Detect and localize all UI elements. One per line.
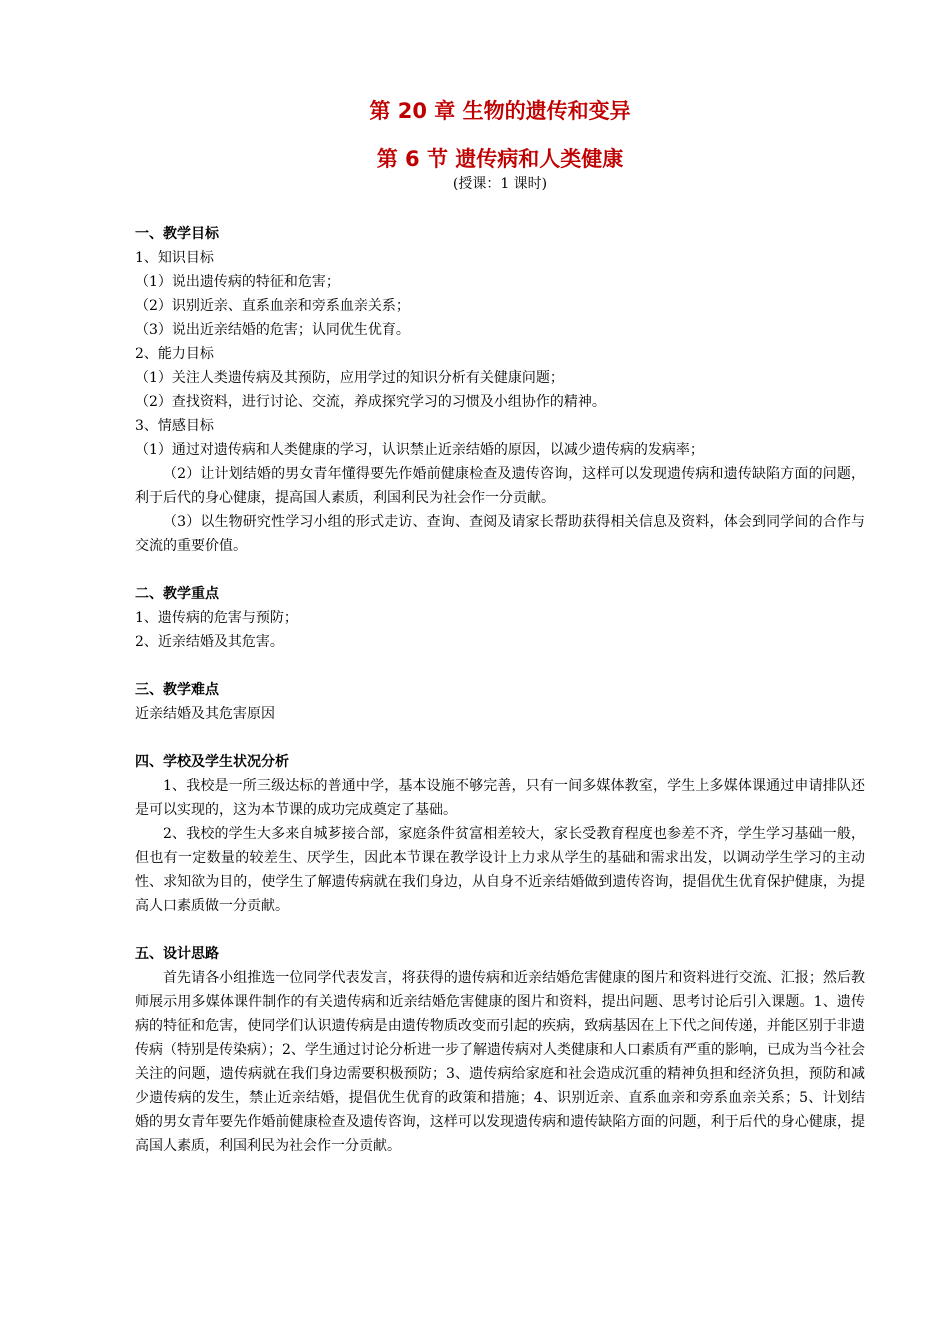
section-teaching-objectives [135, 222, 865, 558]
list-item-paragraph: （3）以生物研究性学习小组的形式走访、查询、查阅及请家长帮助获得相关信息及资料，体会到同学间的合作与交流的重要价值。 [135, 514, 865, 554]
emotion-objectives-label: 3、情感目标 [135, 418, 214, 434]
section-heading: 一、教学目标 [135, 226, 219, 242]
ability-objectives-label: 2、能力目标 [135, 346, 214, 362]
list-item: （1）说出遗传病的特征和危害； [135, 274, 340, 290]
lesson-duration: (授课：1 课时) [452, 176, 548, 192]
list-item: （1）关注人类遗传病及其预防，应用学过的知识分析有关健康问题； [135, 370, 564, 386]
section-design-idea [135, 942, 865, 1158]
design-paragraph: 首先请各小组推选一位同学代表发言，将获得的遗传病和近亲结婚危害健康的图片和资料进行交流、汇报；然后教师展示用多媒体课件制作的有关遗传病和近亲结婚危害健康的图片和资料，提出问题、思考讨论后引入课题。1、遗传病的特征和危害，使同学们认识遗传病是由遗传物质改变而引起的疾病，致病基因在上下代之间传递，并能区别于非遗传病（特别是传染病）；2、学生通过讨论分析进一步了解遗传病对人类健康和人口素质有严重的影响，已成为当今社会关注的问题，遗传病就在我们身边需要积极预防；3、遗传病给家庭和社会造成沉重的精神负担和经济负担，预防和减少遗传病的发生，禁止近亲结婚，提倡优生优育的政策和措施；4、识别近亲、直系血亲和旁系血亲关系；5、计划结婚的男女青年要先作婚前健康检查及遗传咨询，这样可以发现遗传病和遗传缺陷方面的问题，利于后代的身心健康，提高国人素质，利国利民为社会作一分贡献。 [135, 970, 865, 1154]
analysis-paragraph: 1、我校是一所三级达标的普通中学，基本设施不够完善，只有一间多媒体教室，学生上多媒体课通过申请排队还是可以实现的，这为本节课的成功完成奠定了基础。 [135, 778, 865, 818]
section-heading: 四、学校及学生状况分析 [135, 754, 289, 770]
list-item: （2）查找资料，进行讨论、交流，养成探究学习的习惯及小组协作的精神。 [135, 394, 606, 410]
list-item: （3）说出近亲结婚的危害；认同优生优育。 [135, 322, 410, 338]
list-item-paragraph: （2）让计划结婚的男女青年懂得要先作婚前健康检查及遗传咨询，这样可以发现遗传病和遗传缺陷方面的问题，利于后代的身心健康，提高国人素质，利国利民为社会作一分贡献。 [135, 466, 865, 506]
list-item: （1）通过对遗传病和人类健康的学习，认识禁止近亲结婚的原因，以减少遗传病的发病率； [135, 442, 704, 458]
section-teaching-focus [135, 582, 865, 654]
knowledge-objectives-label: 1、知识目标 [135, 250, 214, 266]
difficulty-text: 近亲结婚及其危害原因 [135, 706, 275, 722]
section-heading: 二、教学重点 [135, 586, 219, 602]
section-heading: 三、教学难点 [135, 682, 219, 698]
list-item: （2）识别近亲、直系血亲和旁系血亲关系； [135, 298, 410, 314]
list-item: 1、遗传病的危害与预防； [135, 610, 298, 626]
analysis-paragraph: 2、我校的学生大多来自城芗接合部，家庭条件贫富相差较大，家长受教育程度也参差不齐，学生学习基础一般，但也有一定数量的较差生、厌学生，因此本节课在教学设计上力求从学生的基础和需求出发，以调动学生学习的主动性、求知欲为目的，使学生了解遗传病就在我们身边，从自身不近亲结婚做到遗传咨询，提倡优生优育保护健康，为提高人口素质做一分贡献。 [135, 826, 865, 914]
list-item: 2、近亲结婚及其危害。 [135, 634, 284, 650]
section-heading: 五、设计思路 [135, 946, 219, 962]
document-page [135, 96, 865, 1158]
chapter-title: 第 20 章 生物的遗传和变异 [369, 99, 631, 123]
section-situation-analysis [135, 750, 865, 918]
section-teaching-difficulty [135, 678, 865, 726]
section-title: 第 6 节 遗传病和人类健康 [376, 147, 624, 171]
